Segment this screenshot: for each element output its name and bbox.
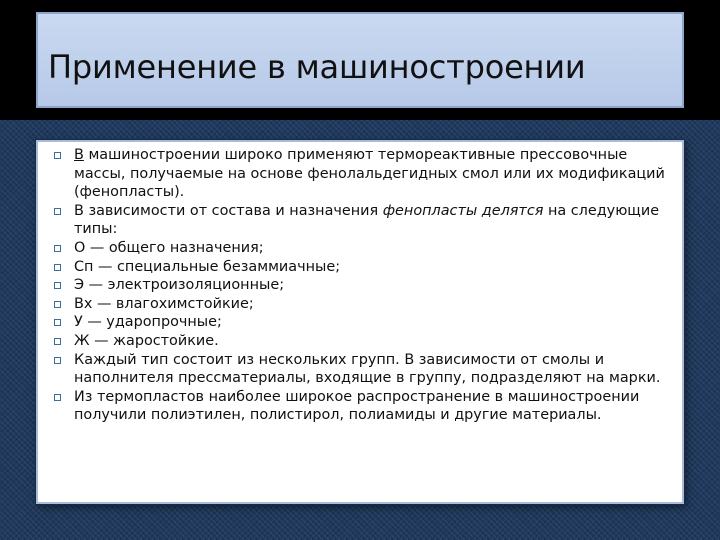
bullet-text: У — ударопрочные;	[74, 314, 222, 331]
list-item	[38, 332, 682, 351]
list-item	[38, 146, 682, 202]
square-bullet-icon	[54, 394, 61, 401]
bullet-text: Вх — влагохимстойкие;	[74, 295, 254, 312]
square-bullet-icon	[54, 319, 61, 326]
bullet-text-after: на следующие типы:	[74, 202, 660, 238]
list-item	[38, 313, 682, 332]
bullet-text: Каждый тип состоит из нескольких групп. В зависимости от смолы и наполнителя прессматериалы, входящие в группу, подразделяют на марки.	[74, 351, 661, 387]
bullet-text: машиностроении широко применяют термореактивные прессовочные массы, получаемые на основе фенолальдегидных смол или их модификаций (фенопласты).	[74, 147, 665, 201]
list-item	[38, 388, 682, 425]
bullet-text: Сп — специальные безаммиачные;	[74, 258, 341, 275]
content-box	[36, 140, 684, 504]
list-item	[38, 258, 682, 277]
bullet-list	[38, 142, 682, 425]
square-bullet-icon	[54, 357, 61, 364]
square-bullet-icon	[54, 264, 61, 271]
bullet-text: Ж — жаростойкие.	[74, 332, 219, 349]
square-bullet-icon	[54, 338, 61, 345]
bullet-text-before: В зависимости от состава и назначения	[74, 202, 383, 219]
bullet-text: О — общего назначения;	[74, 239, 264, 256]
list-item	[38, 276, 682, 295]
bullet-emphasis: фенопласты делятся	[382, 202, 544, 219]
bullet-text: Э — электроизоляционные;	[74, 277, 285, 294]
title-box	[36, 12, 684, 108]
slide-title: Применение в машиностроении	[48, 48, 586, 86]
square-bullet-icon	[54, 245, 61, 252]
list-item	[38, 239, 682, 258]
list-item	[38, 202, 682, 239]
list-item	[38, 351, 682, 388]
square-bullet-icon	[54, 301, 61, 308]
square-bullet-icon	[54, 282, 61, 289]
square-bullet-icon	[54, 152, 61, 159]
bullet-lead: В	[74, 147, 84, 163]
bullet-text: Из термопластов наиболее широкое распространение в машиностроении получили полиэтилен, полистирол, полиамиды и другие материалы.	[74, 388, 640, 424]
list-item	[38, 295, 682, 314]
square-bullet-icon	[54, 208, 61, 215]
